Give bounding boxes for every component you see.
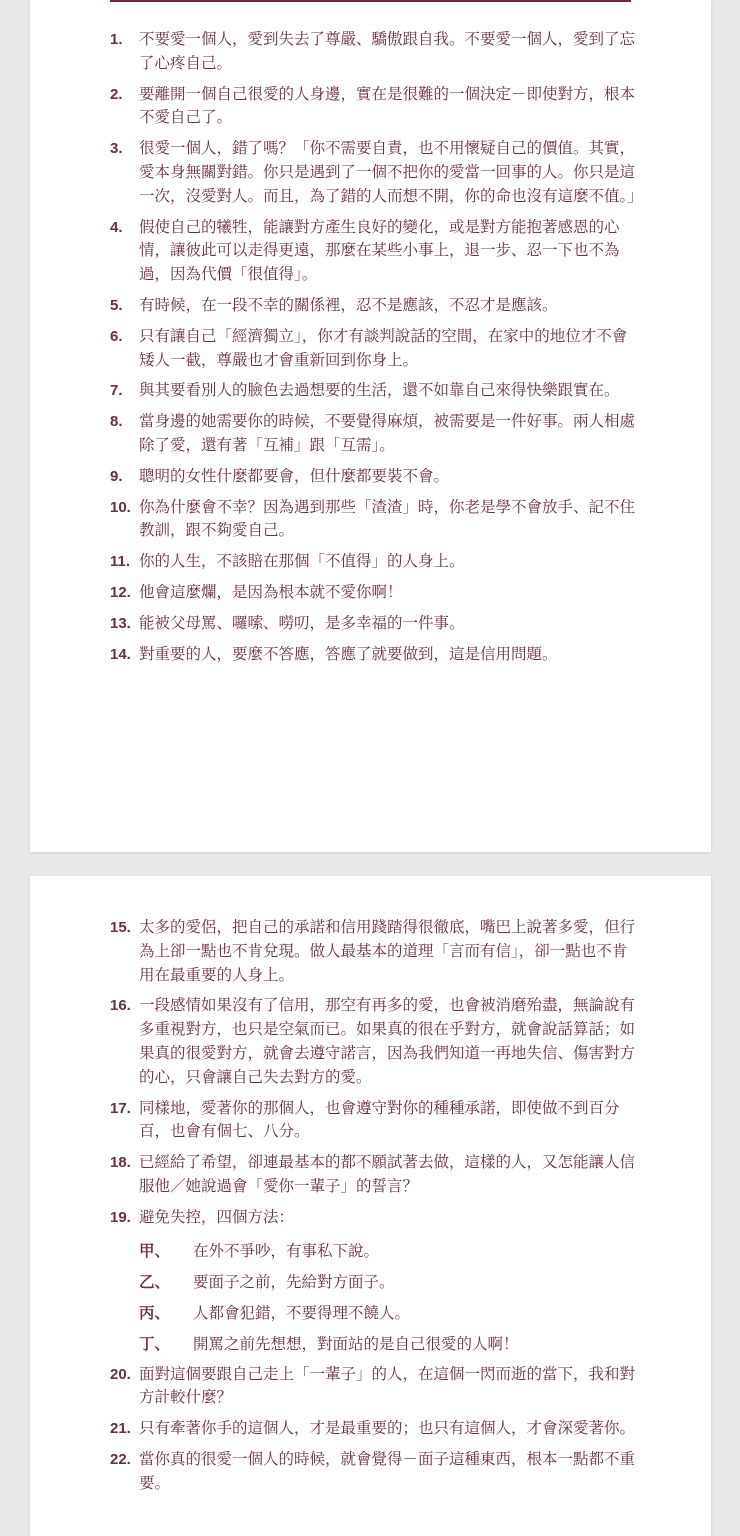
- list-item: [30, 28, 711, 76]
- list-item: [30, 410, 711, 458]
- list-item: [30, 1097, 711, 1145]
- item-number: 2.: [110, 85, 123, 103]
- sub-list: [139, 1239, 641, 1356]
- item-text: 當你真的很愛一個人的時候，就會覺得－面子這種東西，根本一點都不重要。: [139, 1449, 636, 1492]
- sub-item: [139, 1332, 641, 1356]
- document-page-1: [30, 0, 711, 852]
- list-item: [30, 550, 711, 574]
- sub-item: [139, 1301, 641, 1325]
- item-number: 8.: [110, 413, 123, 431]
- sub-item: [139, 1270, 641, 1294]
- sub-item-label: 丙、: [139, 1303, 171, 1322]
- sub-item-text: 開罵之前先想想，對面站的是自己很愛的人啊！: [193, 1334, 519, 1353]
- item-number: 9.: [110, 467, 123, 485]
- sub-item: [139, 1239, 641, 1263]
- sub-item-label: 甲、: [139, 1241, 171, 1260]
- item-number: 18.: [110, 1154, 131, 1172]
- item-text: 你的人生，不該賠在那個「不值得」的人身上。: [139, 552, 465, 571]
- list-item: [30, 1151, 711, 1199]
- list-item: [30, 581, 711, 605]
- sub-item-text: 在外不爭吵，有事私下說。: [193, 1241, 380, 1260]
- item-number: 3.: [110, 140, 123, 158]
- document-page-2: [30, 876, 711, 1536]
- sub-item-label: 乙、: [139, 1272, 171, 1291]
- item-text: 他會這麼爛，是因為根本就不愛你啊！: [139, 582, 403, 601]
- item-text: 避免失控，四個方法：: [139, 1207, 295, 1226]
- item-number: 20.: [110, 1365, 131, 1383]
- sub-item-text: 要面子之前，先給對方面子。: [193, 1272, 395, 1291]
- item-number: 21.: [110, 1420, 131, 1438]
- item-number: 12.: [110, 583, 131, 601]
- item-number: 17.: [110, 1099, 131, 1117]
- item-text: 太多的愛侶，把自己的承諾和信用踐踏得很徹底，嘴巴上說著多愛，但行為上卻一點也不肯兌現。做人最基本的道理「言而有信」，卻一點也不肯用在最重要的人身上。: [139, 918, 636, 984]
- item-number: 16.: [110, 997, 131, 1015]
- item-text: 與其要看別人的臉色去過想要的生活，還不如靠自己來得快樂跟實在。: [139, 381, 620, 400]
- sub-item-label: 丁、: [139, 1334, 171, 1353]
- item-text: 很愛一個人，錯了嗎？「你不需要自責，也不用懷疑自己的價值。其實，愛本身無關對錯。你只是遇到了一個不把你的愛當一回事的人。你只是這一次，沒愛對人。而且，為了錯的人而想不開，你的命也沒有這麼不值。」: [139, 139, 643, 205]
- item-text: 有時候，在一段不幸的關係裡，忍不是應該，不忍才是應該。: [139, 295, 558, 314]
- item-number: 15.: [110, 919, 131, 936]
- item-number: 19.: [110, 1208, 131, 1226]
- numbered-list: [30, 28, 711, 673]
- list-item: [30, 465, 711, 489]
- item-text: 要離開一個自己很愛的人身邊，實在是很難的一個決定－即使對方，根本不愛自己了。: [139, 84, 636, 127]
- top-rule: [110, 0, 631, 2]
- list-item: [30, 496, 711, 544]
- list-item: [30, 325, 711, 373]
- item-text: 只有讓自己「經濟獨立」，你才有談判說話的空間，在家中的地位才不會矮人一截，尊嚴也才會重新回到你身上。: [139, 326, 628, 369]
- item-number: 4.: [110, 218, 123, 236]
- item-text: 你為什麼會不幸？因為遇到那些「渣渣」時，你老是學不會放手、記不住教訓，跟不夠愛自己。: [139, 497, 636, 540]
- list-item: [30, 83, 711, 131]
- item-text: 當身邊的她需要你的時候，不要覺得麻煩，被需要是一件好事。兩人相處除了愛，還有著「互補」跟「互需」。: [139, 412, 636, 454]
- item-number: 22.: [110, 1450, 131, 1468]
- sub-item-text: 人都會犯錯，不要得理不饒人。: [193, 1303, 411, 1322]
- list-item: [30, 1448, 711, 1496]
- item-text: 一段感情如果沒有了信用，那空有再多的愛，也會被消磨殆盡，無論說有多重視對方，也只是空氣而已。如果真的很在乎對方，就會說話算話；如果真的很愛對方，就會去遵守諾言，因為我們知道一再地失信、傷害對方的心，只會讓自己失去對方的愛。: [139, 996, 636, 1086]
- list-item: [30, 1417, 711, 1441]
- list-item: [30, 916, 711, 987]
- item-text: 對重要的人，要麼不答應，答應了就要做到，這是信用問題。: [139, 644, 558, 663]
- item-number: 14.: [110, 645, 131, 663]
- item-text: 假使自己的犧牲，能讓對方產生良好的變化，或是對方能抱著感恩的心情，讓彼此可以走得更遠，那麼在某些小事上，退一步、忍一下也不為過，因為代價「很值得」。: [139, 217, 620, 284]
- item-text: 已經給了希望，卻連最基本的都不願試著去做，這樣的人，又怎能讓人信服他／她說過會「愛你一輩子」的誓言？: [139, 1153, 636, 1195]
- item-text: 同樣地，愛著你的那個人，也會遵守對你的種種承諾，即使做不到百分百，也會有個七、八分。: [139, 1098, 620, 1141]
- item-text: 聰明的女性什麼都要會，但什麼都要裝不會。: [139, 466, 450, 485]
- list-item: [30, 137, 711, 208]
- list-item: [30, 1363, 711, 1411]
- list-item: [30, 216, 711, 287]
- item-number: 11.: [110, 553, 131, 571]
- list-item: [30, 643, 711, 667]
- item-number: 10.: [110, 498, 131, 516]
- item-number: 7.: [110, 382, 123, 400]
- item-number: 6.: [110, 327, 123, 345]
- item-text: 只有牽著你手的這個人，才是最重要的；也只有這個人，才會深愛著你。: [139, 1419, 636, 1438]
- numbered-list: [30, 916, 711, 1503]
- item-text: 不要愛一個人，愛到失去了尊嚴、驕傲跟自我。不要愛一個人，愛到了忘了心疼自己。: [139, 30, 636, 72]
- list-item: [30, 1206, 711, 1356]
- list-item: [30, 994, 711, 1089]
- list-item: [30, 379, 711, 403]
- item-number: 13.: [110, 614, 131, 632]
- item-number: 1.: [110, 31, 123, 48]
- item-number: 5.: [110, 296, 123, 314]
- item-text: 面對這個要跟自己走上「一輩子」的人，在這個一閃而逝的當下，我和對方計較什麼？: [139, 1364, 636, 1407]
- list-item: [30, 612, 711, 636]
- item-text: 能被父母罵、囉嗦、嘮叨，是多幸福的一件事。: [139, 613, 465, 632]
- list-item: [30, 294, 711, 318]
